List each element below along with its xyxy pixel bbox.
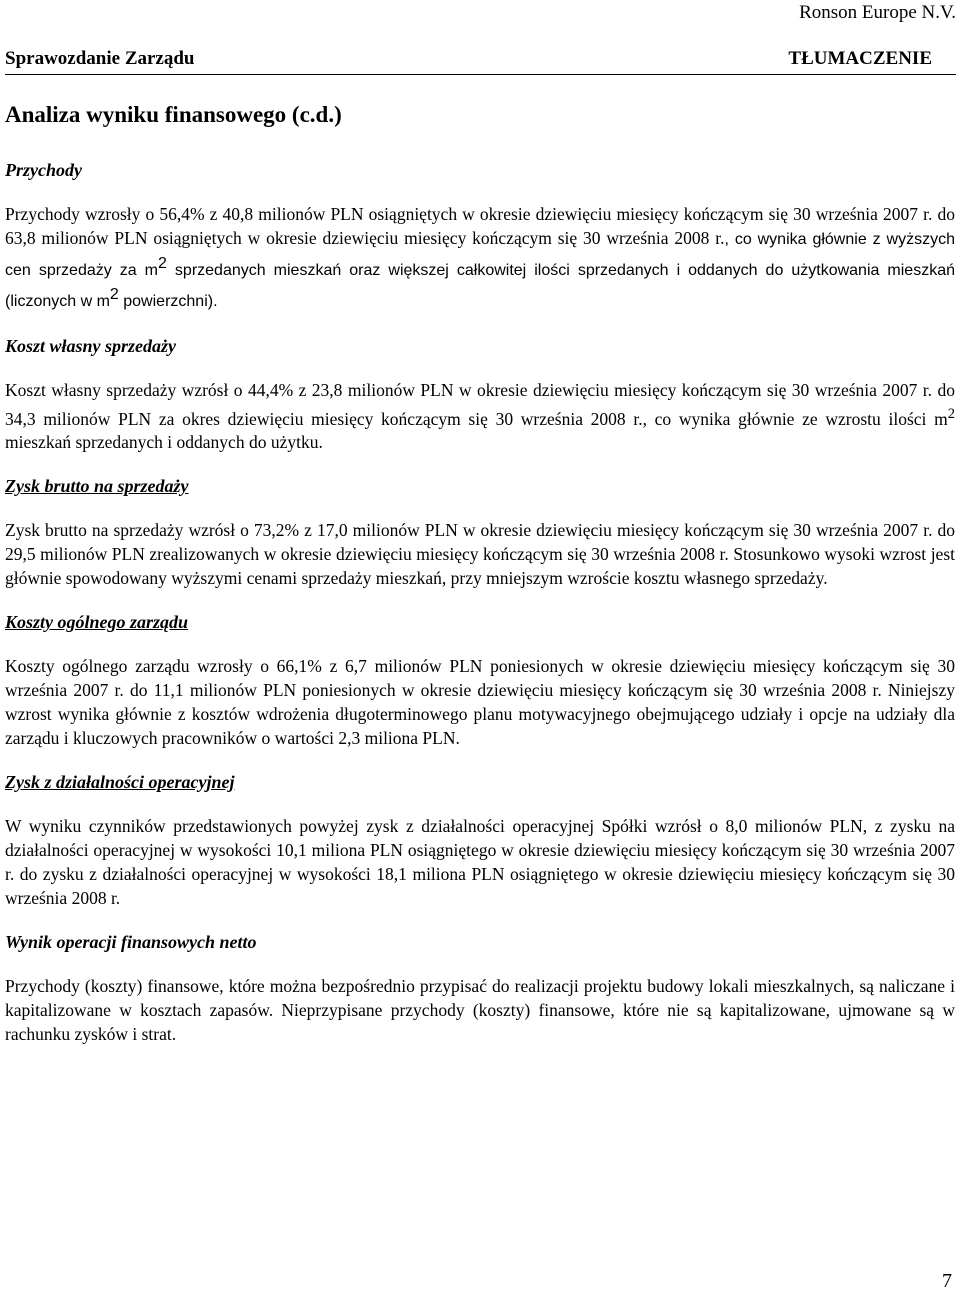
section-heading-revenue: Przychody	[5, 160, 82, 180]
translation-label: TŁUMACZENIE	[788, 48, 932, 69]
superscript-2: 2	[947, 405, 955, 422]
paragraph-admin-costs: Koszty ogólnego zarządu wzrosły o 66,1% z 6,7 milionów PLN poniesionych w okresie dziewięciu miesięcy kończącym się 30 września 2007 r. do 11,1 milionów PLN poniesionych w okresie dziewięciu miesięcy kończącym się 30 września 2008 r. Niniejszy wzrost wynika głównie z kosztów wdrożenia długoterminowego planu motywacyjnego obejmującego udziały i opcje na udziały dla zarządu i kluczowych pracowników o wartości 2,3 miliona PLN.	[5, 656, 955, 749]
paragraph-operating-profit: W wyniku czynników przedstawionych powyżej zysk z działalności operacyjnej Spółki wzrósł o 8,0 milionów PLN, z zysku na działalności operacyjnej w wysokości 10,1 miliona PLN osiągniętego w okresie dziewięciu miesięcy kończącym się 30 września 2007 r. do zysku z działalności operacyjnej w wysokości 18,1 miliona PLN osiągniętego w okresie dziewięciu miesięcy kończącym się 30 września 2008 r.	[5, 816, 955, 909]
report-title: Sprawozdanie Zarządu	[5, 48, 195, 69]
paragraph-revenue-part4: powierzchni).	[118, 292, 218, 310]
superscript-2: 2	[158, 255, 167, 272]
section-heading-gross-profit: Zysk brutto na sprzedaży	[5, 476, 189, 497]
paragraph-revenue-part1: Przychody wzrosły o 56,4% z 40,8 milionów PLN osiągniętych w okresie dziewięciu miesięcy kończącym się 30 września 2007 r. do 63,8 milionów PLN osiągniętych w okresie dziewięciu miesięcy kończącym się 30 września 2008 r.	[5, 204, 955, 248]
main-title: Analiza wyniku finansowego (c.d.)	[5, 102, 342, 127]
page-number: 7	[942, 1270, 952, 1292]
paragraph-revenue-part2: , co wynika głównie z wyższych cen sprzedaży za m	[5, 231, 956, 279]
section-heading-operating-profit: Zysk z działalności operacyjnej	[5, 772, 235, 793]
company-name: Ronson Europe N.V.	[799, 2, 956, 23]
paragraph-cost-of-sales-part2: mieszkań sprzedanych i oddanych do użytku.	[5, 432, 323, 453]
superscript-2: 2	[109, 285, 119, 303]
paragraph-net-finance: Przychody (koszty) finansowe, które można bezpośrednio przypisać do realizacji projektu budowy lokali mieszkalnych, są naliczane i kapitalizowane w kosztach zapasów. Nieprzypisane przychody (koszty) finansowe, które nie są kapitalizowane, ujmowane są w rachunku zysków i strat.	[5, 976, 955, 1045]
paragraph-cost-of-sales-part1: Koszt własny sprzedaży wzrósł o 44,4% z 23,8 milionów PLN w okresie dziewięciu miesięcy kończącym się 30 września 2007 r. do 34,3 milionów PLN za okres dziewięciu miesięcy kończącym się 30 września 2008 r., co wynika głównie ze wzrostu ilości m	[5, 379, 955, 429]
section-heading-admin-costs: Koszty ogólnego zarządu	[5, 612, 189, 633]
page-header	[5, 48, 956, 75]
section-heading-net-finance: Wynik operacji finansowych netto	[5, 932, 257, 953]
paragraph-cost-of-sales	[5, 378, 955, 455]
section-heading-cost-of-sales: Koszt własny sprzedaży	[5, 335, 177, 356]
paragraph-revenue-part3: sprzedanych mieszkań oraz większej całkowitej ilości sprzedanych i oddanych do użytkowania mieszkań (liczonych w m	[5, 261, 956, 310]
document-body	[5, 100, 955, 1066]
paragraph-revenue	[5, 202, 955, 314]
paragraph-gross-profit: Zysk brutto na sprzedaży wzrósł o 73,2% z 17,0 milionów PLN w okresie dziewięciu miesięcy kończącym się 30 września 2007 r. do 29,5 milionów PLN zrealizowanych w okresie dziewięciu miesięcy kończącym się 30 września 2008 r. Stosunkowo wysoki wzrost jest głównie spowodowany wyższymi cenami sprzedaży mieszkań, przy mniejszym wzroście kosztu własnego sprzedaży.	[5, 520, 955, 589]
